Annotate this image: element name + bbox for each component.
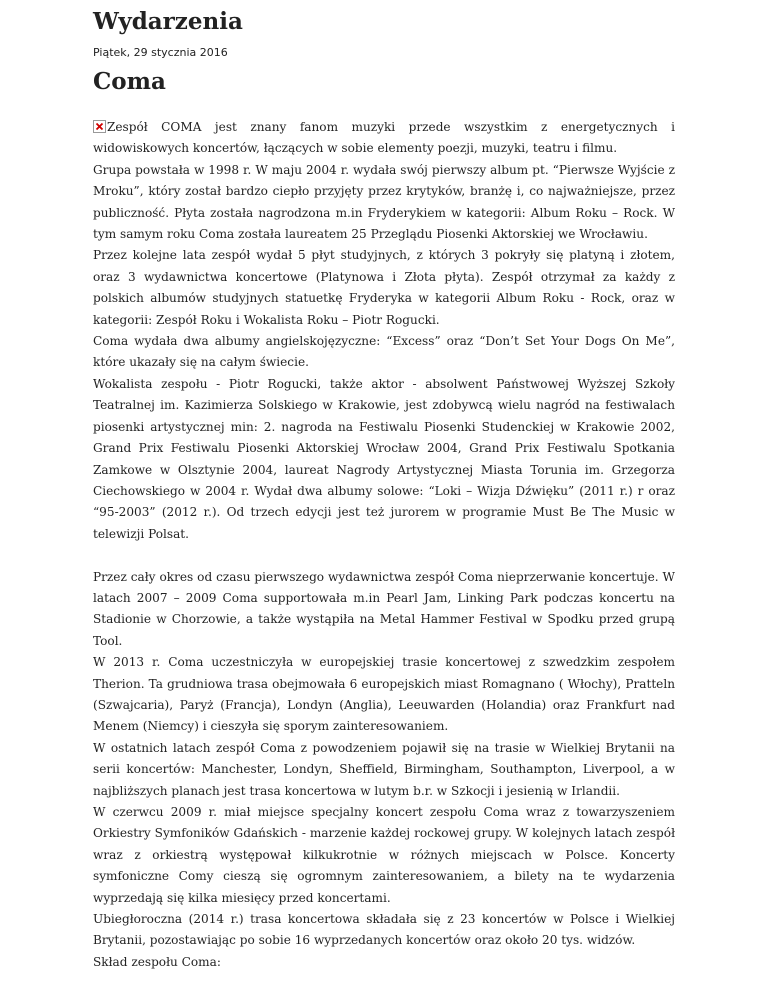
paragraph-intro <box>93 117 675 160</box>
paragraph: Coma wydała dwa albumy angielskojęzyczne: “Excess” oraz “Don’t Set Your Dogs On Me”, które ukazały się na całym świecie. <box>93 334 675 370</box>
paragraph: Ubiegłoroczna (2014 r.) trasa koncertowa składała się z 23 koncertów w Polsce i Wielkiej Brytanii, pozostawiając po sobie 16 wyprzedanych koncertów oraz około 20 tys. widzów. <box>93 912 675 948</box>
broken-image-icon <box>93 120 106 133</box>
paragraph: W ostatnich latach zespół Coma z powodzeniem pojawił się na trasie w Wielkiej Brytanii na serii koncertów: Manchester, Londyn, Sheffield, Birmingham, Southampton, Liverpool, a w najbliższych planach jest trasa koncertowa w lutym b.r. w Szkocji i jesienią w Irlandii. <box>93 740 675 798</box>
paragraph: Przez cały okres od czasu pierwszego wydawnictwa zespół Coma nieprzerwanie koncertuje. W latach 2007 – 2009 Coma supportowała m.in Pearl Jam, Linking Park podczas koncertu na Stadionie w Chorzowie, a także wystąpiła na Metal Hammer Festival w Spodku przed grupą Tool. <box>93 569 675 648</box>
post-body <box>93 117 675 973</box>
paragraph: W 2013 r. Coma uczestniczyła w europejskiej trasie koncertowej z szwedzkim zespołem Therion. Ta grudniowa trasa obejmowała 6 europejskich miast Romagnano ( Włochy), Pratteln (Szwajcaria), Paryż (Francja), Londyn (Anglia), Leeuwarden (Holandia) oraz Frankfurt nad Menem (Niemcy) i cieszyła się sporym zainteresowaniem. <box>93 655 675 734</box>
paragraph: Wokalista zespołu - Piotr Rogucki, także aktor - absolwent Państwowej Wyższej Szkoły Teatralnej im. Kazimierza Solskiego w Krakowie, jest zdobywcą wielu nagród na festiwalach piosenki artystycznej min: 2. nagroda na Festiwalu Piosenki Studenckiej w Krakowie 2002, Grand Prix Festiwalu Piosenki Aktorskiej Wrocław 2004, Grand Prix Festiwalu Spotkania Zamkowe w Olsztynie 2004, laureat Nagrody Artystycznej Miasta Torunia im. Grzegorza Ciechowskiego w 2004 r. Wydał dwa albumy solowe: “Loki – Wizja Dźwięku” (2011 r.) r oraz “95-2003” (2012 r.). Od trzech edycji jest też jurorem w programie Must Be The Music w telewizji Polsat. <box>93 376 675 541</box>
post-title[interactable]: Coma <box>93 68 166 95</box>
paragraph-text: Zespół COMA jest znany fanom muzyki przede wszystkim z energetycznych i widowiskowych koncertów, łączących w sobie elementy poezji, muzyki, teatru i filmu. <box>93 120 675 156</box>
blog-title[interactable]: Wydarzenia <box>93 8 243 35</box>
paragraph: W czerwcu 2009 r. miał miejsce specjalny koncert zespołu Coma wraz z towarzyszeniem Orkiestry Symfoników Gdańskich - marzenie każdej rockowej grupy. W kolejnych latach zespół wraz z orkiestrą występował kilkukrotnie w różnych miejscach w Polsce. Koncerty symfoniczne Comy cieszą się ogromnym zainteresowaniem, a bilety na te wydarzenia wyprzedają się kilka miesięcy przed koncertami. <box>93 804 675 905</box>
paragraph: Skład zespołu Coma: <box>93 954 221 969</box>
paragraph: Przez kolejne lata zespół wydał 5 płyt studyjnych, z których 3 pokryły się platyną i złotem, oraz 3 wydawnictwa koncertowe (Platynowa i Złota płyta). Zespół otrzymał za każdy z polskich albumów studyjnych statuetkę Fryderyka w kategorii Album Roku - Rock, oraz w kategorii: Zespół Roku i Wokalista Roku – Piotr Rogucki. <box>93 248 675 327</box>
post-date: Piątek, 29 stycznia 2016 <box>93 46 228 59</box>
paragraph: Grupa powstała w 1998 r. W maju 2004 r. wydała swój pierwszy album pt. “Pierwsze Wyjście z Mroku”, który został bardzo ciepło przyjęty przez krytyków, branżę i, co najważniejsze, przez publiczność. Płyta została nagrodzona m.in Fryderykiem w kategorii: Album Roku – Rock. W tym samym roku Coma została laureatem 25 Przeglądu Piosenki Aktorskiej we Wrocławiu. <box>93 162 675 242</box>
